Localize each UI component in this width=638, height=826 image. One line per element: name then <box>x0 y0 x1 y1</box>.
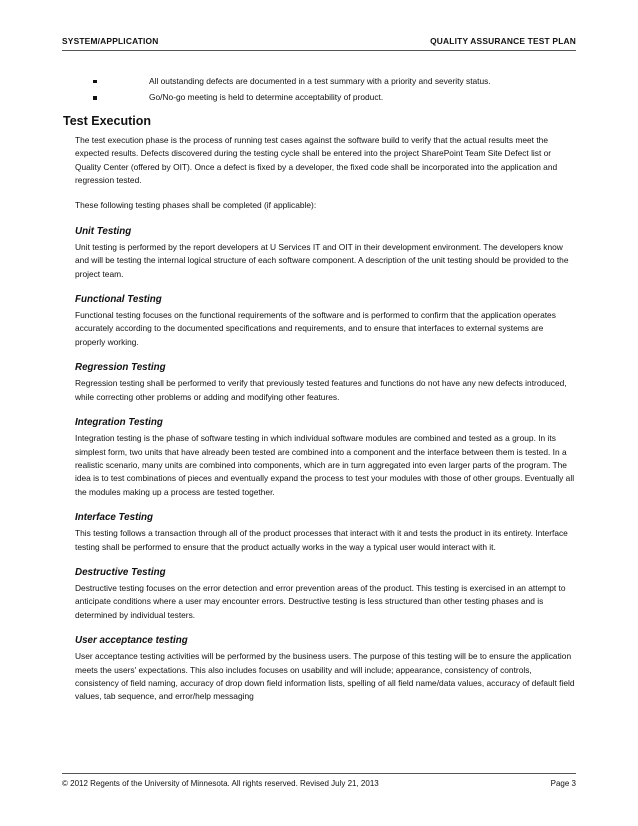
footer-copyright: © 2012 Regents of the University of Minnesota. All rights reserved. Revised July 21, 2013 <box>62 779 379 788</box>
header-system-application: SYSTEM/APPLICATION <box>62 36 159 46</box>
subsection-body: Regression testing shall be performed to verify that previously tested features and functions do not have any new defects introduced, while correcting other problems or adding and modifying other features. <box>75 378 567 402</box>
subsection-body: Integration testing is the phase of software testing in which individual software modules are combined and tested as a group. In its simplest form, two units that have already been tested are combined into a component and the interface between them is tested. In a realistic scenario, many units are combined into components, which are in turn aggregated into even larger parts of the program. The idea is to test combinations of pieces and eventually expand the process to test your modules with those of other groups. Eventually all the modules making up a process are tested together. <box>75 433 575 497</box>
footer-page-number: Page 3 <box>550 779 576 788</box>
header-doc-title: QUALITY ASSURANCE TEST PLAN <box>430 36 576 46</box>
section-paragraph: These following testing phases shall be completed (if applicable): <box>75 200 317 211</box>
subsection-body: Functional testing focuses on the functional requirements of the software and is performed to confirm that the application operates accurately according to the documented specifications and requirements, and to ensure that interfaces to external systems are properly working. <box>75 310 556 347</box>
subsection-body: Destructive testing focuses on the error detection and error prevention areas of the product. This testing is exercised in an attempt to anticipate conditions where a user may encounter errors. Destructive testing is less structured than other testing phases and is determined by individual testers. <box>75 582 566 620</box>
subsection-body: Unit testing is performed by the report developers at U Services IT and OIT in their development environment. The developers know and will be testing the internal logical structure of each software component. A description of the unit testing should be provided to the project team. <box>75 241 569 279</box>
page-footer <box>62 773 576 793</box>
square-bullet-icon <box>93 80 97 84</box>
subsection-title-destructive-testing: Destructive Testing <box>75 566 166 578</box>
subsection-title-functional-testing: Functional Testing <box>75 294 162 306</box>
subsection-title-user-acceptance-testing: User acceptance testing <box>75 635 188 647</box>
subsection-body: This testing follows a transaction through all of the product processes that interact with it and tests the product in its entirety. Interface testing shall be performed to ensure that the product actually works in the way a typical user would interact with it. <box>75 528 568 552</box>
square-bullet-icon <box>93 96 97 100</box>
subsection-title-interface-testing: Interface Testing <box>75 512 154 524</box>
bullet-item: Go/No-go meeting is held to determine acceptability of product. <box>75 91 575 104</box>
page-header <box>62 36 576 51</box>
section-paragraph: The test execution phase is the process of running test cases against the software build to verify that the actual results meet the expected results. Defects discovered during the testing cycle shall be entered into the project SharePoint Team Site Defect list or Quality Center (offered by OIT). Once a defect is fixed by a developer, the fixed code shall be incorporated into the application and regression tested. <box>75 134 558 186</box>
bullet-list <box>75 75 575 105</box>
section-title: Test Execution <box>63 113 151 128</box>
bullet-item: All outstanding defects are documented in a test summary with a priority and severity status. <box>75 75 575 88</box>
subsection-body: User acceptance testing activities will be performed by the business users. The purpose of this testing will be to ensure the application meets the users' expectations. This also includes focuses on usability and will include; appearance, consistency of controls, consistency of field naming, accuracy of drop down field information lists, spelling of all field name/data values, accuracy of default field values, tab sequence, and error/help messaging <box>75 651 575 702</box>
page-content <box>63 75 575 704</box>
subsection-title-unit-testing: Unit Testing <box>75 225 132 237</box>
subsection-title-integration-testing: Integration Testing <box>75 417 163 429</box>
subsection-title-regression-testing: Regression Testing <box>75 362 166 374</box>
